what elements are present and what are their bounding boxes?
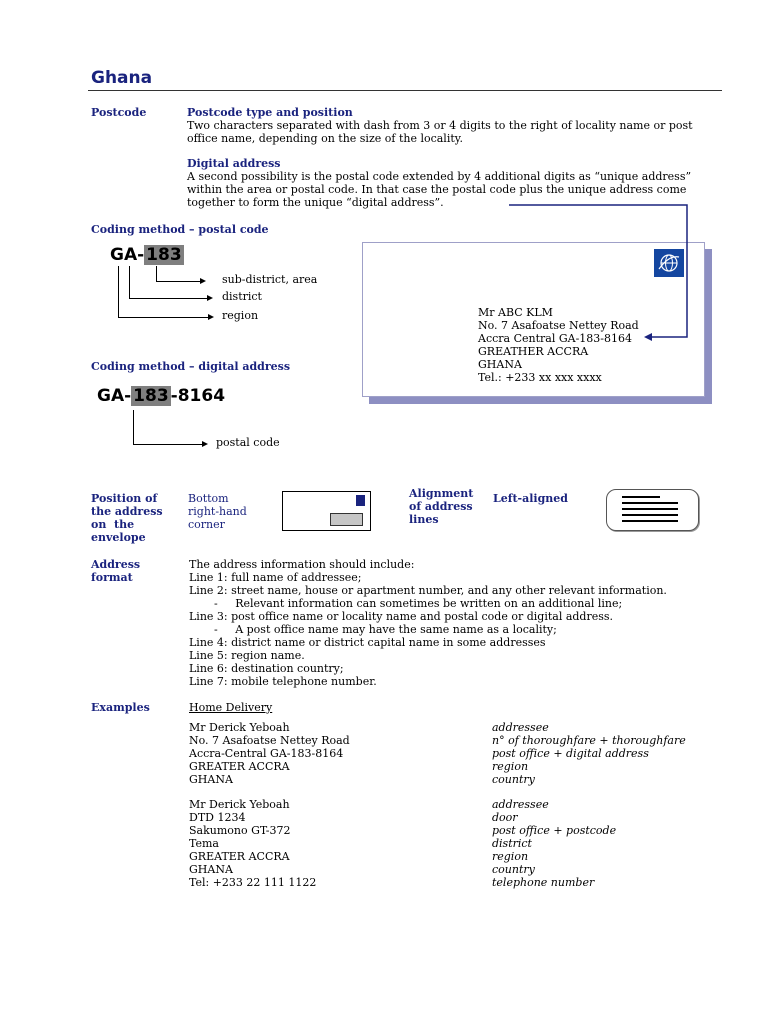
format-line: Line 4: district name or district capital name in some addresses xyxy=(189,636,546,649)
example-line: GREATER ACCRA xyxy=(189,760,290,773)
format-line: Line 3: post office name or locality name and postal code or digital address. xyxy=(189,610,614,623)
arrow-icon xyxy=(200,278,206,284)
postcode-type-heading: Postcode type and position xyxy=(187,106,353,119)
code-highlight: 183 xyxy=(146,245,182,265)
connector-line xyxy=(118,266,119,317)
text-line: together to form the unique “digital address”. xyxy=(187,196,444,209)
example-line: Tel: +233 22 111 1122 xyxy=(189,876,317,889)
line-icon xyxy=(622,508,678,510)
example-note: addressee xyxy=(492,798,549,811)
district-label: district xyxy=(222,290,262,303)
example-note: n° of thoroughfare + thoroughfare xyxy=(492,734,686,747)
example2-notes xyxy=(492,798,616,889)
example-line: Mr Derick Yeboah xyxy=(189,721,290,734)
line-icon xyxy=(622,502,678,504)
label-line: of address xyxy=(409,500,473,513)
example-line: GHANA xyxy=(189,863,233,876)
format-line: - Relevant information can sometimes be written on an additional line; xyxy=(214,597,623,610)
coding-digital-heading: Coding method – digital address xyxy=(91,360,291,373)
value-line: right-hand xyxy=(188,505,247,518)
text-line: A second possibility is the postal code extended by 4 additional digits as “unique address” xyxy=(187,170,692,183)
example-line: No. 7 Asafoatse Nettey Road xyxy=(189,734,350,747)
example-line: GREATER ACCRA xyxy=(189,850,290,863)
postcode-label: Postcode xyxy=(91,106,147,119)
arrow-icon xyxy=(208,314,214,320)
code-highlight: 183 xyxy=(133,386,169,406)
label-line: envelope xyxy=(91,531,146,544)
envelope-line: No. 7 Asafoatse Nettey Road xyxy=(478,319,639,332)
digital-address-pointer xyxy=(500,195,700,345)
alignment-value: Left-aligned xyxy=(493,492,568,505)
example-note: post office + digital address xyxy=(492,747,649,760)
format-line: The address information should include: xyxy=(189,558,415,571)
line-icon xyxy=(622,496,660,498)
postal-code-label: postal code xyxy=(216,436,280,449)
example-note: region xyxy=(492,760,529,773)
example-note: post office + postcode xyxy=(492,824,617,837)
code-prefix: GA- xyxy=(97,386,132,406)
example-note: country xyxy=(492,863,535,876)
label-line: lines xyxy=(409,513,439,526)
value-line: Bottom xyxy=(188,492,229,505)
example-note: region xyxy=(492,850,529,863)
example-line: Accra-Central GA-183-8164 xyxy=(189,747,344,760)
example-line: GHANA xyxy=(189,773,233,786)
label-line: Position of xyxy=(91,492,158,505)
alignment-label xyxy=(409,487,473,526)
format-line: Line 7: mobile telephone number. xyxy=(189,675,377,688)
label-line: on the xyxy=(91,518,135,531)
example1-address xyxy=(189,721,350,786)
stamp-icon xyxy=(356,495,365,506)
line-icon xyxy=(622,520,678,522)
connector-line xyxy=(129,266,130,299)
label-line: Address xyxy=(91,558,141,571)
coding-postal-heading: Coding method – postal code xyxy=(91,223,269,236)
format-line: Line 1: full name of addressee; xyxy=(189,571,362,584)
example-note: telephone number xyxy=(492,876,595,889)
title-rule xyxy=(88,90,722,91)
format-line: Line 5: region name. xyxy=(189,649,305,662)
envelope-line: Accra Central GA-183-8164 xyxy=(478,332,632,345)
digital-code-sample xyxy=(97,386,225,406)
envelope-line: GHANA xyxy=(478,358,522,371)
example-line: DTD 1234 xyxy=(189,811,246,824)
example-note: door xyxy=(492,811,518,824)
text-line: within the area or postal code. In that case the postal code plus the unique address come xyxy=(187,183,687,196)
format-line: Line 6: destination country; xyxy=(189,662,344,675)
digital-address-heading: Digital address xyxy=(187,157,281,170)
connector-line xyxy=(129,298,208,299)
text-line: office name, depending on the size of the locality. xyxy=(187,132,464,145)
example2-address xyxy=(189,798,316,889)
connector-line xyxy=(156,281,201,282)
value-line: corner xyxy=(188,518,225,531)
envelope-line: GREATHER ACCRA xyxy=(478,345,589,358)
position-value xyxy=(188,492,247,531)
arrow-icon xyxy=(207,295,213,301)
postcode-type-text xyxy=(187,119,693,145)
example-line: Sakumono GT-372 xyxy=(189,824,291,837)
label-line: format xyxy=(91,571,133,584)
left-aligned-lines-icon xyxy=(606,489,699,531)
connector-line xyxy=(133,410,134,444)
connector-line xyxy=(156,266,157,281)
line-icon xyxy=(622,514,678,516)
address-format-label xyxy=(91,558,140,584)
format-line: - A post office name may have the same name as a locality; xyxy=(214,623,557,636)
small-envelope-icon xyxy=(282,491,371,531)
postal-code-sample xyxy=(110,245,184,265)
example-note: country xyxy=(492,773,535,786)
examples-label: Examples xyxy=(91,701,150,714)
position-label xyxy=(91,492,163,544)
envelope-line: Mr ABC KLM xyxy=(478,306,553,319)
address-format-lines xyxy=(189,558,667,688)
address-block-icon xyxy=(330,513,363,526)
example-note: district xyxy=(492,837,532,850)
example-note: addressee xyxy=(492,721,549,734)
region-label: region xyxy=(222,309,259,322)
page-title: Ghana xyxy=(91,68,153,88)
code-suffix: -8164 xyxy=(170,386,226,406)
connector-line xyxy=(133,444,203,445)
code-prefix: GA- xyxy=(110,245,145,265)
arrow-icon xyxy=(202,441,208,447)
sub-district-label: sub-district, area xyxy=(222,273,318,286)
label-line: Alignment xyxy=(409,487,474,500)
connector-line xyxy=(118,317,209,318)
text-line: Two characters separated with dash from 3 or 4 digits to the right of locality name or post xyxy=(187,119,693,132)
envelope-line: Tel.: +233 xx xxx xxxx xyxy=(478,371,602,384)
example-line: Tema xyxy=(189,837,219,850)
example1-notes xyxy=(492,721,686,786)
example-line: Mr Derick Yeboah xyxy=(189,798,290,811)
home-delivery-heading: Home Delivery xyxy=(189,701,273,714)
format-line: Line 2: street name, house or apartment number, and any other relevant information. xyxy=(189,584,667,597)
label-line: the address xyxy=(91,505,163,518)
